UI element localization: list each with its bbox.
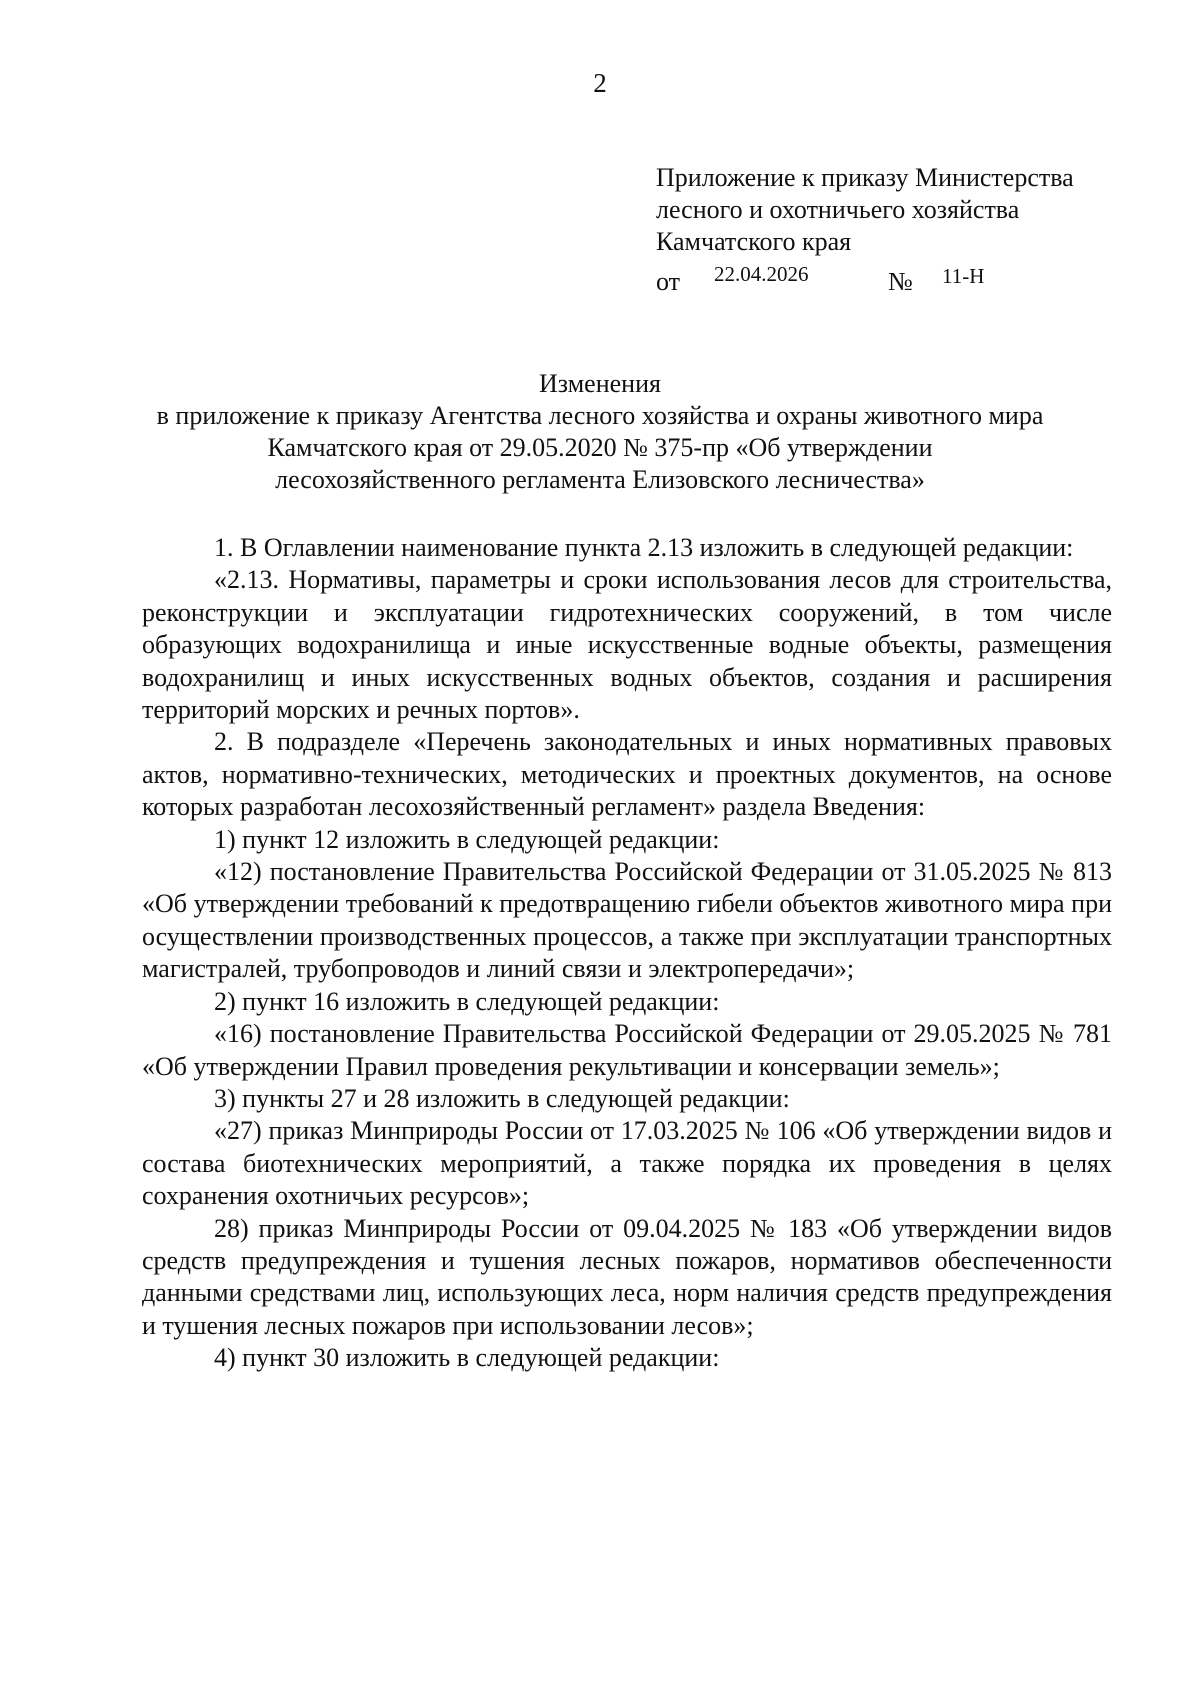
title-line: лесохозяйственного регламента Елизовского лесничества» xyxy=(275,465,925,494)
appendix-date-line xyxy=(656,258,1074,296)
paragraph: 1. В Оглавлении наименование пункта 2.13 изложить в следующей редакции: xyxy=(214,533,1074,562)
page-number: 2 xyxy=(593,68,607,98)
paragraph: 1) пункт 12 изложить в следующей редакции: xyxy=(214,824,720,854)
paragraph: «12) постановление Правительства Российской Федерации от 31.05.2025 № 813 «Об утверждении требований к предотвращению гибели объектов животного мира при осуществлении производственных процессов, а также при эксплуатации транспортных магистралей, трубопроводов и линий связи и электропередачи»; xyxy=(142,857,1112,984)
paragraph: 2. В подразделе «Перечень законодательных и иных нормативных правовых актов, нормативно-технических, методических и проектных документов, на основе которых разработан лесохозяйственный регламент» раздела Введения: xyxy=(142,727,1112,822)
title-line: Камчатского края от 29.05.2020 № 375-пр «Об утверждении xyxy=(267,433,933,462)
paragraph: 2) пункт 16 изложить в следующей редакции: xyxy=(214,986,720,1016)
title-line: в приложение к приказу Агентства лесного хозяйства и охраны животного мира xyxy=(156,401,1044,430)
appendix-line: лесного и охотничьего хозяйства xyxy=(656,195,1020,224)
paragraph: «2.13. Нормативы, параметры и сроки использования лесов для строительства, реконструкции и эксплуатации гидротехнических сооружений, в том числе образующих водохранилища и иные искусственные водные объекты, размещения водохранилищ и иных искусственных водных объектов, создания и расширения территорий морских и речных портов». xyxy=(142,565,1112,725)
appendix-line: Камчатского края xyxy=(656,227,852,256)
paragraph: «27) приказ Минприроды России от 17.03.2025 № 106 «Об утверждении видов и состава биотехнических мероприятий, а также порядка их проведения в целях сохранения охотничьих ресурсов»; xyxy=(142,1116,1112,1211)
document-body xyxy=(142,532,1112,1375)
paragraph: 4) пункт 30 изложить в следующей редакции: xyxy=(214,1343,720,1373)
document-title xyxy=(100,368,1100,496)
paragraph: «16) постановление Правительства Российской Федерации от 29.05.2025 № 781 «Об утверждении Правил проведения рекультивации и консервации земель»; xyxy=(142,1019,1112,1081)
number-sign: № xyxy=(888,267,913,296)
appendix-line: Приложение к приказу Министерства xyxy=(656,163,1074,192)
title-heading: Изменения xyxy=(539,369,661,398)
date-prefix: от xyxy=(656,267,681,296)
paragraph: 28) приказ Минприроды России от 09.04.2025 № 183 «Об утверждении видов средств предупреждения и тушения лесных пожаров, нормативов обеспеченности данными средствами лиц, использующих леса, норм наличия средств предупреждения и тушения лесных пожаров при использовании лесов»; xyxy=(142,1213,1112,1340)
order-date: 22.04.2026 xyxy=(714,262,809,286)
paragraph: 3) пункты 27 и 28 изложить в следующей редакции: xyxy=(214,1083,790,1113)
appendix-header xyxy=(656,162,1074,296)
order-number: 11-Н xyxy=(942,264,985,288)
